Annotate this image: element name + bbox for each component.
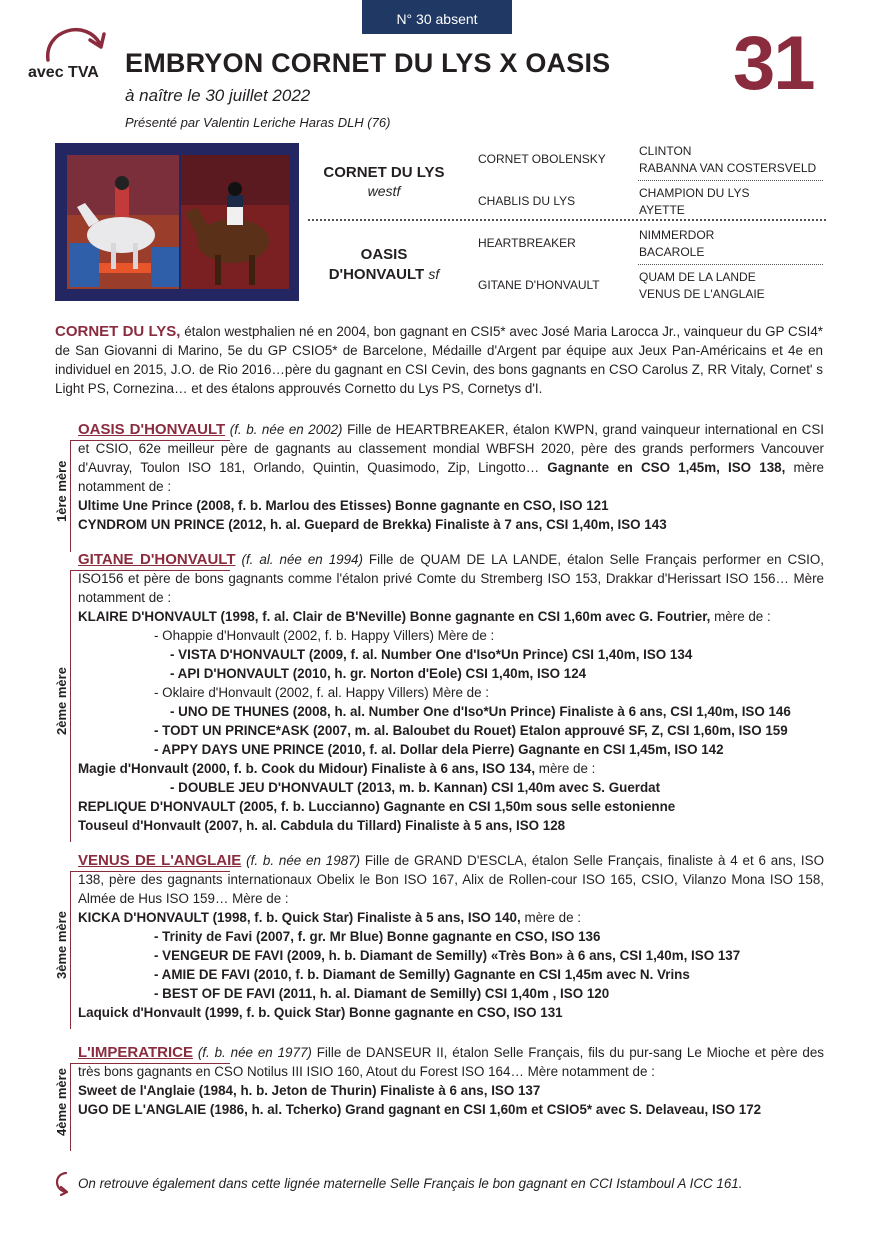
offspring-line: [78, 626, 824, 645]
ggp-3: NIMMERDOR BACAROLE: [639, 228, 715, 259]
footnote: On retrouve également dans cette lignée maternelle Selle Français le bon gagnant en CCI Istamboul A ICC 161.: [78, 1176, 743, 1191]
presenter: Présenté par Valentin Leriche Haras DLH (76): [125, 115, 391, 130]
offspring-line: [78, 645, 824, 664]
dam-name: OASIS D'HONVAULT: [78, 421, 226, 438]
tva-label: avec TVA: [28, 64, 99, 81]
sire-lead: CORNET DU LYS,: [55, 323, 181, 340]
dam-text: Fille de HEARTBREAKER, étalon KWPN, grand vainqueur international en CSI et CSIO, 62e meilleur père de gagnants au classement mondial WBFSH 2020, père des grands performers Vancouver d'Auvray, Toulon ISO 181, Orlando, Quintin, Quasimodo, Zip, Lingotto…: [78, 422, 824, 475]
ggp-divider: [638, 264, 823, 265]
offspring-line: [78, 1100, 824, 1119]
offspring-line: [78, 721, 824, 740]
hook-arrow-icon: [52, 1170, 74, 1196]
offspring-line: [78, 1003, 824, 1022]
offspring-line: [78, 816, 824, 835]
offspring-text: Touseul d'Honvault (2007, h. al. Cabdula du Tillard) Finaliste à 5 ans, ISO 128: [78, 818, 566, 833]
dam-text: Fille de QUAM DE LA LANDE, étalon Selle Français performer en CSIO, ISO156 et père de bons gagnants comme l'étalon privé Comte du Stremberg ISO 153, Drakkar d'Herissart ISO 156… Mère notamment de :: [78, 552, 824, 605]
offspring-text: - Oklaire d'Honvault (2002, f. al. Happy Villers) Mère de :: [154, 685, 489, 700]
dam-info: (f. b. née en 1977): [192, 1045, 312, 1060]
offspring-line: [78, 496, 824, 515]
offspring-text: - Trinity de Favi (2007, f. gr. Mr Blue) Bonne gagnante en CSO, ISO 136: [154, 929, 601, 944]
dam-name: GITANE D'HONVAULT: [78, 551, 236, 568]
dam-paragraph: [78, 420, 824, 496]
offspring-line: [78, 946, 824, 965]
gp-sire-sire: CORNET OBOLENSKY: [478, 152, 606, 166]
dam-text: Fille de GRAND D'ESCLA, étalon Selle Français, finaliste à 4 et 6 ans, ISO 138, père des gagnants internationaux Obelix le Bon ISO 167, Alix de Rollen-cour ISO 165, CSIO, Vilanzo Mona ISO 158, Almée de Hus ISO 159… Mère de :: [78, 853, 824, 906]
offspring-line: [78, 927, 824, 946]
dam-generation-label: 2ème mère: [54, 667, 69, 735]
offspring-line: [78, 664, 824, 683]
gp-dam-sire: HEARTBREAKER: [478, 236, 576, 250]
offspring-line: [78, 740, 824, 759]
offspring-line: [78, 759, 824, 778]
gp-sire-dam: CHABLIS DU LYS: [478, 194, 576, 208]
birth-date: à naître le 30 juillet 2022: [125, 86, 311, 105]
sire-name: CORNET DU LYS: [323, 164, 445, 181]
offspring-line: [78, 778, 824, 797]
dam-paragraph: [78, 1043, 824, 1081]
offspring-text: - BEST OF DE FAVI (2011, h. al. Diamant de Semilly) CSI 1,40m , ISO 120: [154, 986, 610, 1001]
offspring-text: REPLIQUE D'HONVAULT (2005, f. b. Luccianno) Gagnante en CSI 1,50m sous selle estonienne: [78, 799, 676, 814]
sire-breed: westf: [367, 183, 401, 199]
offspring-text: Magie d'Honvault (2000, f. b. Cook du Midour) Finaliste à 6 ans, ISO 134,: [78, 761, 536, 776]
dam-paragraph: [78, 851, 824, 908]
offspring-text: Laquick d'Honvault (1999, f. b. Quick Star) Bonne gagnante en CSO, ISO 131: [78, 1005, 563, 1020]
offspring-text: - APPY DAYS UNE PRINCE (2010, f. al. Dollar dela Pierre) Gagnante en CSI 1,45m, ISO 142: [154, 742, 724, 757]
dam-generation-label: 1ère mère: [54, 460, 69, 522]
sire-description: [55, 322, 823, 398]
page-title: EMBRYON CORNET DU LYS X OASIS: [125, 48, 611, 78]
offspring-text: CYNDROM UN PRINCE (2012, h. al. Guepard de Brekka) Finaliste à 7 ans, CSI 1,40m, ISO 143: [78, 517, 667, 532]
offspring-text: - API D'HONVAULT (2010, h. gr. Norton d'Eole) CSI 1,40m, ISO 124: [170, 666, 587, 681]
lot-number: 31: [733, 21, 814, 106]
offspring-line: [78, 683, 824, 702]
offspring-line: [78, 965, 824, 984]
offspring-text: Sweet de l'Anglaie (1984, h. b. Jeton de Thurin) Finaliste à 6 ans, ISO 137: [78, 1083, 541, 1098]
dam-breed: sf: [428, 266, 440, 282]
dam-section: [78, 851, 824, 1022]
offspring-text: - TODT UN PRINCE*ASK (2007, m. al. Baloubet du Rouet) Etalon approuvé SF, Z, CSI 1,60m, ISO 159: [154, 723, 788, 738]
dam-paragraph: [78, 550, 824, 607]
dam-name-line2: D'HONVAULT sf: [328, 266, 440, 283]
offspring-text: KLAIRE D'HONVAULT (1998, f. al. Clair de B'Neville) Bonne gagnante en CSI 1,60m avec G. Foutrier,: [78, 609, 711, 624]
ggp-divider: [638, 180, 823, 181]
offspring-suffix: mère de :: [535, 761, 596, 776]
gp-dam-dam: GITANE D'HONVAULT: [478, 278, 600, 292]
ggp-4: QUAM DE LA LANDE VENUS DE L'ANGLAIE: [639, 270, 765, 301]
offspring-line: [78, 702, 824, 721]
dam-name-line1: OASIS: [360, 246, 408, 263]
dam-info: (f. b. née en 1987): [241, 853, 361, 868]
offspring-line: [78, 797, 824, 816]
horse-photos: [55, 143, 299, 301]
offspring-text: - AMIE DE FAVI (2010, f. b. Diamant de Semilly) Gagnante en CSI 1,45m avec N. Vrins: [154, 967, 690, 982]
dam-info: (f. b. née en 2002): [225, 422, 343, 437]
dam-section: [78, 1043, 824, 1119]
pedigree-divider: [308, 219, 826, 221]
offspring-line: [78, 515, 824, 534]
offspring-suffix: mère de :: [520, 910, 582, 925]
offspring-text: - VENGEUR DE FAVI (2009, h. b. Diamant de Semilly) «Très Bon» à 6 ans, CSI 1,40m, ISO 137: [154, 948, 741, 963]
ggp-1: CLINTON RABANNA VAN COSTERSVELD: [639, 144, 817, 175]
sire-text: étalon westphalien né en 2004, bon gagnant en CSI5* avec José Maria Larocca Jr., vainqueur du GP CSI4* de San Giovanni di Marino, 5e du GP CSIO5* de Barcelone, Médaille d'Argent par équipe aux Jeux Pan-Américains et 4e en individuel en 2015, J.O. de Rio 2016…père du gagnant en CSI Cevin, des bons gagnants en CSO Carolus Z, RR Vitaly, Cornet' s Light PS, Cornezina… et des étalons approuvés Cornetto du Lys PS, Cornetys d'I.: [55, 324, 824, 396]
offspring-text: KICKA D'HONVAULT (1998, f. b. Quick Star) Finaliste à 5 ans, ISO 140,: [78, 910, 521, 925]
dam-section: [78, 420, 824, 534]
offspring-line: [78, 908, 824, 927]
dam-generation-label: 3ème mère: [54, 911, 69, 979]
dam-highlight: Gagnante en CSO 1,45m, ISO 138,: [547, 460, 786, 475]
offspring-line: [78, 607, 824, 626]
offspring-line: [78, 1081, 824, 1100]
dam-name: VENUS DE L'ANGLAIE: [78, 852, 242, 869]
ggp-2: CHAMPION DU LYS AYETTE: [639, 186, 750, 217]
offspring-text: UGO DE L'ANGLAIE (1986, h. al. Tcherko) Grand gagnant en CSI 1,60m et CSIO5* avec S. Delaveau, ISO 172: [78, 1102, 762, 1117]
dam-tail: mère notamment de :: [78, 460, 824, 494]
absent-note: N° 30 absent: [362, 0, 512, 34]
offspring-text: - Ohappie d'Honvault (2002, f. b. Happy Villers) Mère de :: [154, 628, 495, 643]
offspring-suffix: mère de :: [710, 609, 771, 624]
dam-info: (f. al. née en 1994): [235, 552, 363, 567]
offspring-text: Ultime Une Prince (2008, f. b. Marlou des Etisses) Bonne gagnante en CSO, ISO 121: [78, 498, 609, 513]
offspring-text: - DOUBLE JEU D'HONVAULT (2013, m. b. Kannan) CSI 1,40m avec S. Guerdat: [170, 780, 661, 795]
offspring-line: [78, 984, 824, 1003]
offspring-text: - UNO DE THUNES (2008, h. al. Number One d'Iso*Un Prince) Finaliste à 6 ans, CSI 1,40m, ISO 146: [170, 704, 791, 719]
dam-generation-label: 4ème mère: [54, 1068, 69, 1136]
offspring-text: - VISTA D'HONVAULT (2009, f. al. Number One d'Iso*Un Prince) CSI 1,40m, ISO 134: [170, 647, 693, 662]
dam-name: L'IMPERATRICE: [78, 1044, 193, 1061]
dam-section: [78, 550, 824, 835]
dam-text: Fille de DANSEUR II, étalon Selle Français, fils du pur-sang Le Mioche et père des très bons gagnants en CSO Notilus III ISIO 160, Atout du Forest ISO 164… Mère notamment de :: [78, 1045, 824, 1079]
